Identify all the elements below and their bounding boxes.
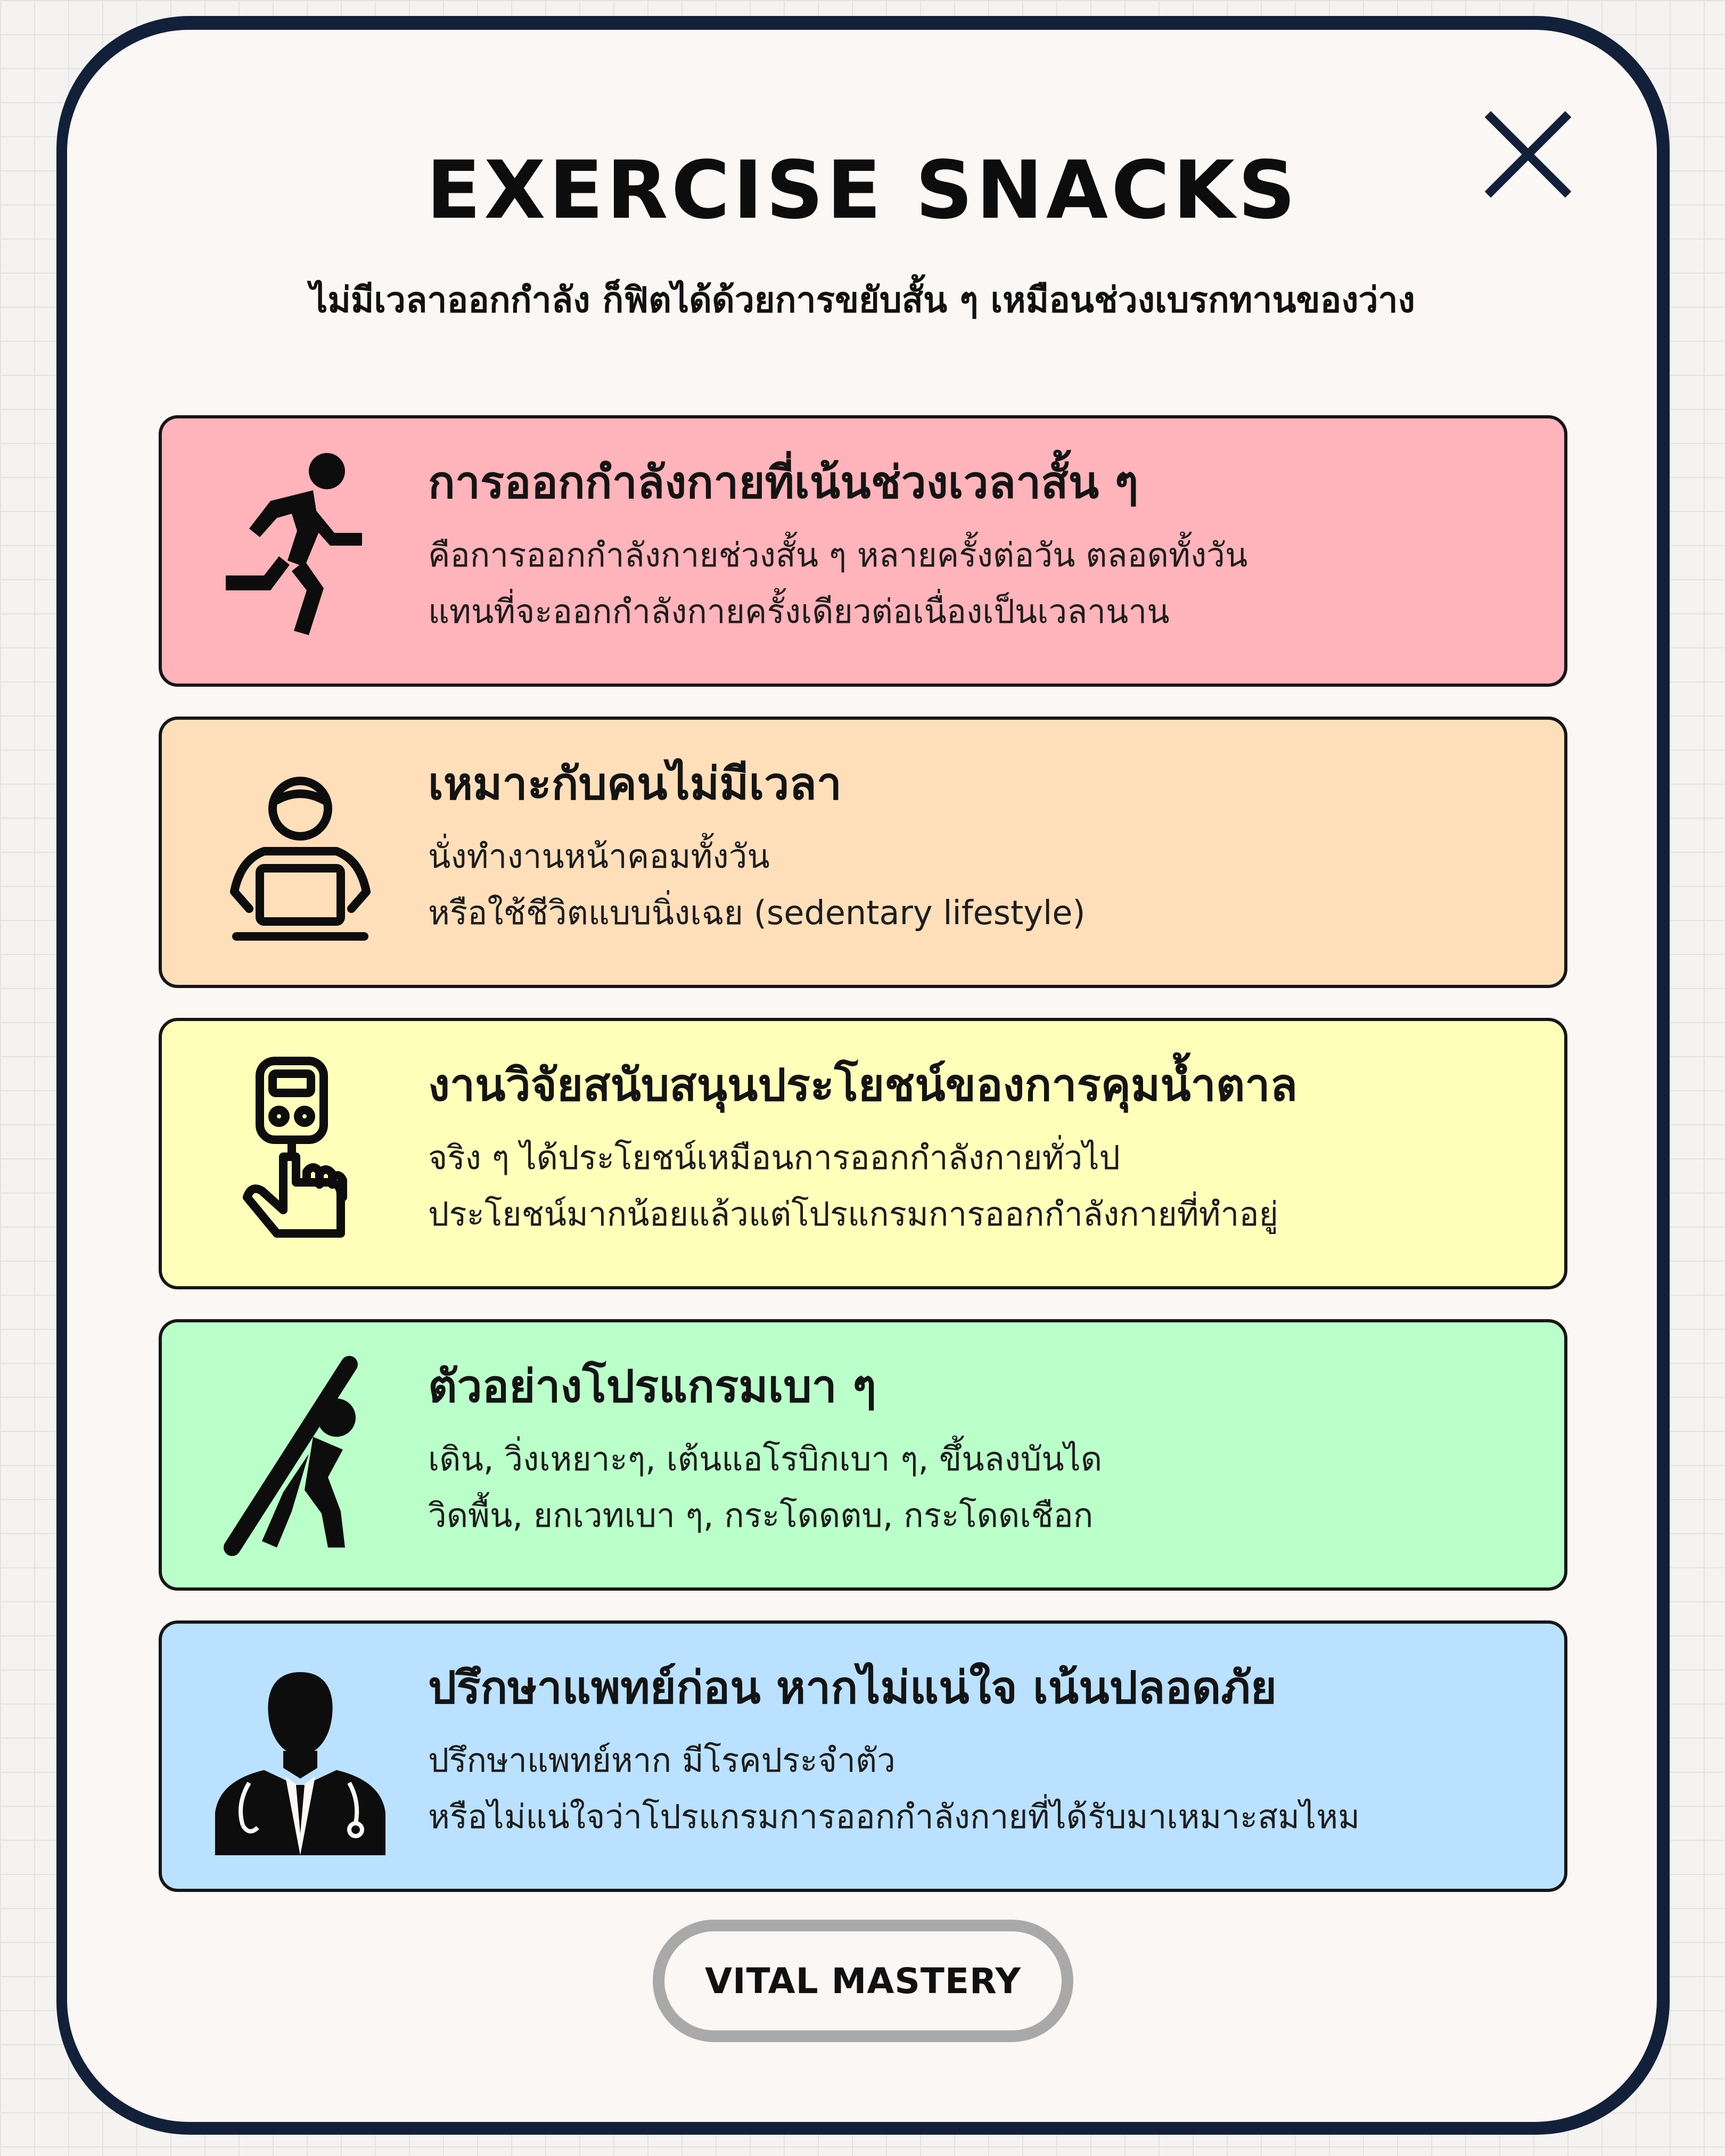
tip-text-line: ประโยชน์มากน้อยแล้วแต่โปรแกรมการออกกำลังกายที่ทำอยู่ — [428, 1195, 1278, 1233]
doctor-icon — [194, 1653, 407, 1866]
tip-text-line: หรือใช้ชีวิตแบบนิ่งเฉย (sedentary lifestyle) — [428, 893, 1086, 932]
tip-text-line: จริง ๆ ได้ประโยชน์เหมือนการออกกำลังกายทั่วไป — [428, 1138, 1120, 1177]
tip-card-light-programs — [159, 1319, 1567, 1591]
glucose-meter-icon — [194, 1050, 407, 1263]
tip-text-line: คือการออกกำลังกายช่วงสั้น ๆ หลายครั้งต่อวัน ตลอดทั้งวัน — [428, 536, 1248, 574]
person-at-laptop-icon — [194, 749, 407, 962]
brand-name: VITAL MASTERY — [704, 1960, 1022, 2002]
tip-text-line: หรือไม่แน่ใจว่าโปรแกรมการออกกำลังกายที่ได้รับมาเหมาะสมไหม — [428, 1797, 1360, 1836]
brand-badge — [653, 1920, 1073, 2042]
page-subtitle: ไม่มีเวลาออกกำลัง ก็ฟิตได้ด้วยการขยับสั้น ๆ เหมือนช่วงเบรกทานของว่าง — [310, 279, 1415, 320]
tip-card-consult-doctor — [159, 1620, 1567, 1892]
page-title: EXERCISE SNACKS — [426, 144, 1299, 237]
tip-heading: ปรึกษาแพทย์ก่อน หากไม่แน่ใจ เน้นปลอดภัย — [428, 1661, 1277, 1714]
tip-heading: เหมาะกับคนไม่มีเวลา — [428, 758, 842, 810]
tip-heading: การออกกำลังกายที่เน้นช่วงเวลาสั้น ๆ — [428, 456, 1139, 508]
tip-heading: ตัวอย่างโปรแกรมเบา ๆ — [428, 1360, 877, 1412]
stretching-person-icon — [194, 1352, 407, 1565]
tip-card-short-sessions — [159, 415, 1567, 687]
running-person-icon — [194, 448, 407, 661]
tip-text-line: วิดพื้น, ยกเวทเบา ๆ, กระโดดตบ, กระโดดเชือก — [428, 1496, 1094, 1535]
tip-text-line: เดิน, วิ่งเหยาะๆ, เต้นแอโรบิกเบา ๆ, ขึ้นลงบันได — [428, 1439, 1103, 1478]
tip-text-line: ปรึกษาแพทย์หาก มีโรคประจำตัว — [428, 1741, 896, 1780]
tip-card-busy-people — [159, 717, 1567, 988]
tip-text-line: แทนที่จะออกกำลังกายครั้งเดียวต่อเนื่องเป็นเวลานาน — [428, 592, 1170, 631]
tip-heading: งานวิจัยสนับสนุนประโยชน์ของการคุมน้ำตาล — [428, 1059, 1298, 1111]
tip-text-line: นั่งทำงานหน้าคอมทั้งวัน — [428, 837, 770, 876]
tip-card-blood-sugar — [159, 1018, 1567, 1289]
